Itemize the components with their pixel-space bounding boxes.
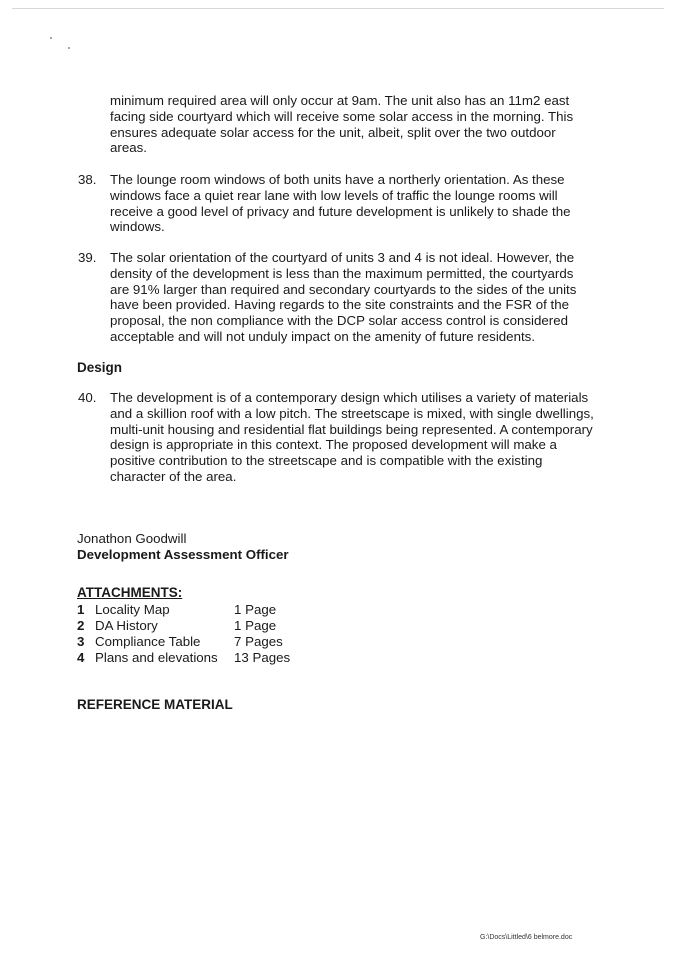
reference-material-heading: REFERENCE MATERIAL [77, 697, 233, 712]
attachment-pages: 13 Pages [234, 650, 291, 665]
attachment-name: DA History [95, 618, 158, 633]
paragraph-40: The development is of a contemporary design which utilises a variety of materials and a skillion roof with a low pitch. The streetscape is mixed, with single dwellings, multi-unit housing and residential flat buildings being represented. A contemporary design is appropriate in this context. The proposed development will make a positive contribution to the streetscape and is compatible with the existing character of the area. [110, 390, 594, 484]
paragraph-number: 40. [78, 390, 97, 405]
design-heading: Design [77, 360, 123, 375]
footer-file-path: G:\Docs\Littled\6 belmore.doc [480, 934, 573, 941]
scan-speck [68, 47, 70, 49]
attachments-list [77, 602, 337, 666]
attachments-heading: ATTACHMENTS: [77, 585, 183, 600]
attachment-number: 2 [77, 618, 85, 633]
page-top-edge [12, 8, 664, 9]
attachment-pages: 7 Pages [234, 634, 283, 649]
paragraph-39: The solar orientation of the courtyard of units 3 and 4 is not ideal. However, the density of the development is less than the maximum permitted, the courtyards are 91% larger than required and secondary courtyards to the sides of the units have been provided. Having regards to the site constraints and the FSR of the proposal, the non compliance with the DCP solar access control is considered acceptable and will not unduly impact on the amenity of future residents. [110, 250, 577, 344]
paragraph-38: The lounge room windows of both units have a northerly orientation. As these windows face a quiet rear lane with low levels of traffic the lounge rooms will receive a good level of privacy and future development is unlikely to shade the windows. [110, 172, 571, 235]
attachment-number: 4 [77, 650, 85, 665]
attachment-number: 1 [77, 602, 85, 617]
attachment-name: Compliance Table [95, 634, 201, 649]
officer-name: Jonathon Goodwill [77, 531, 187, 546]
attachment-pages: 1 Page [234, 602, 277, 617]
attachment-pages: 1 Page [234, 618, 277, 633]
attachment-row [77, 618, 337, 634]
attachment-row [77, 602, 337, 618]
paragraph-37-continued: minimum required area will only occur at 9am. The unit also has an 11m2 east facing side courtyard which will receive some solar access in the morning. This ensures adequate solar access for the unit, albeit, split over the two outdoor areas. [110, 93, 574, 156]
attachment-row [77, 634, 337, 650]
attachment-row [77, 650, 337, 666]
attachment-name: Locality Map [95, 602, 170, 617]
attachment-name: Plans and elevations [95, 650, 218, 665]
scan-speck [50, 37, 52, 39]
paragraph-number: 39. [78, 250, 97, 265]
officer-title: Development Assessment Officer [77, 547, 289, 562]
attachment-number: 3 [77, 634, 85, 649]
paragraph-number: 38. [78, 172, 97, 187]
